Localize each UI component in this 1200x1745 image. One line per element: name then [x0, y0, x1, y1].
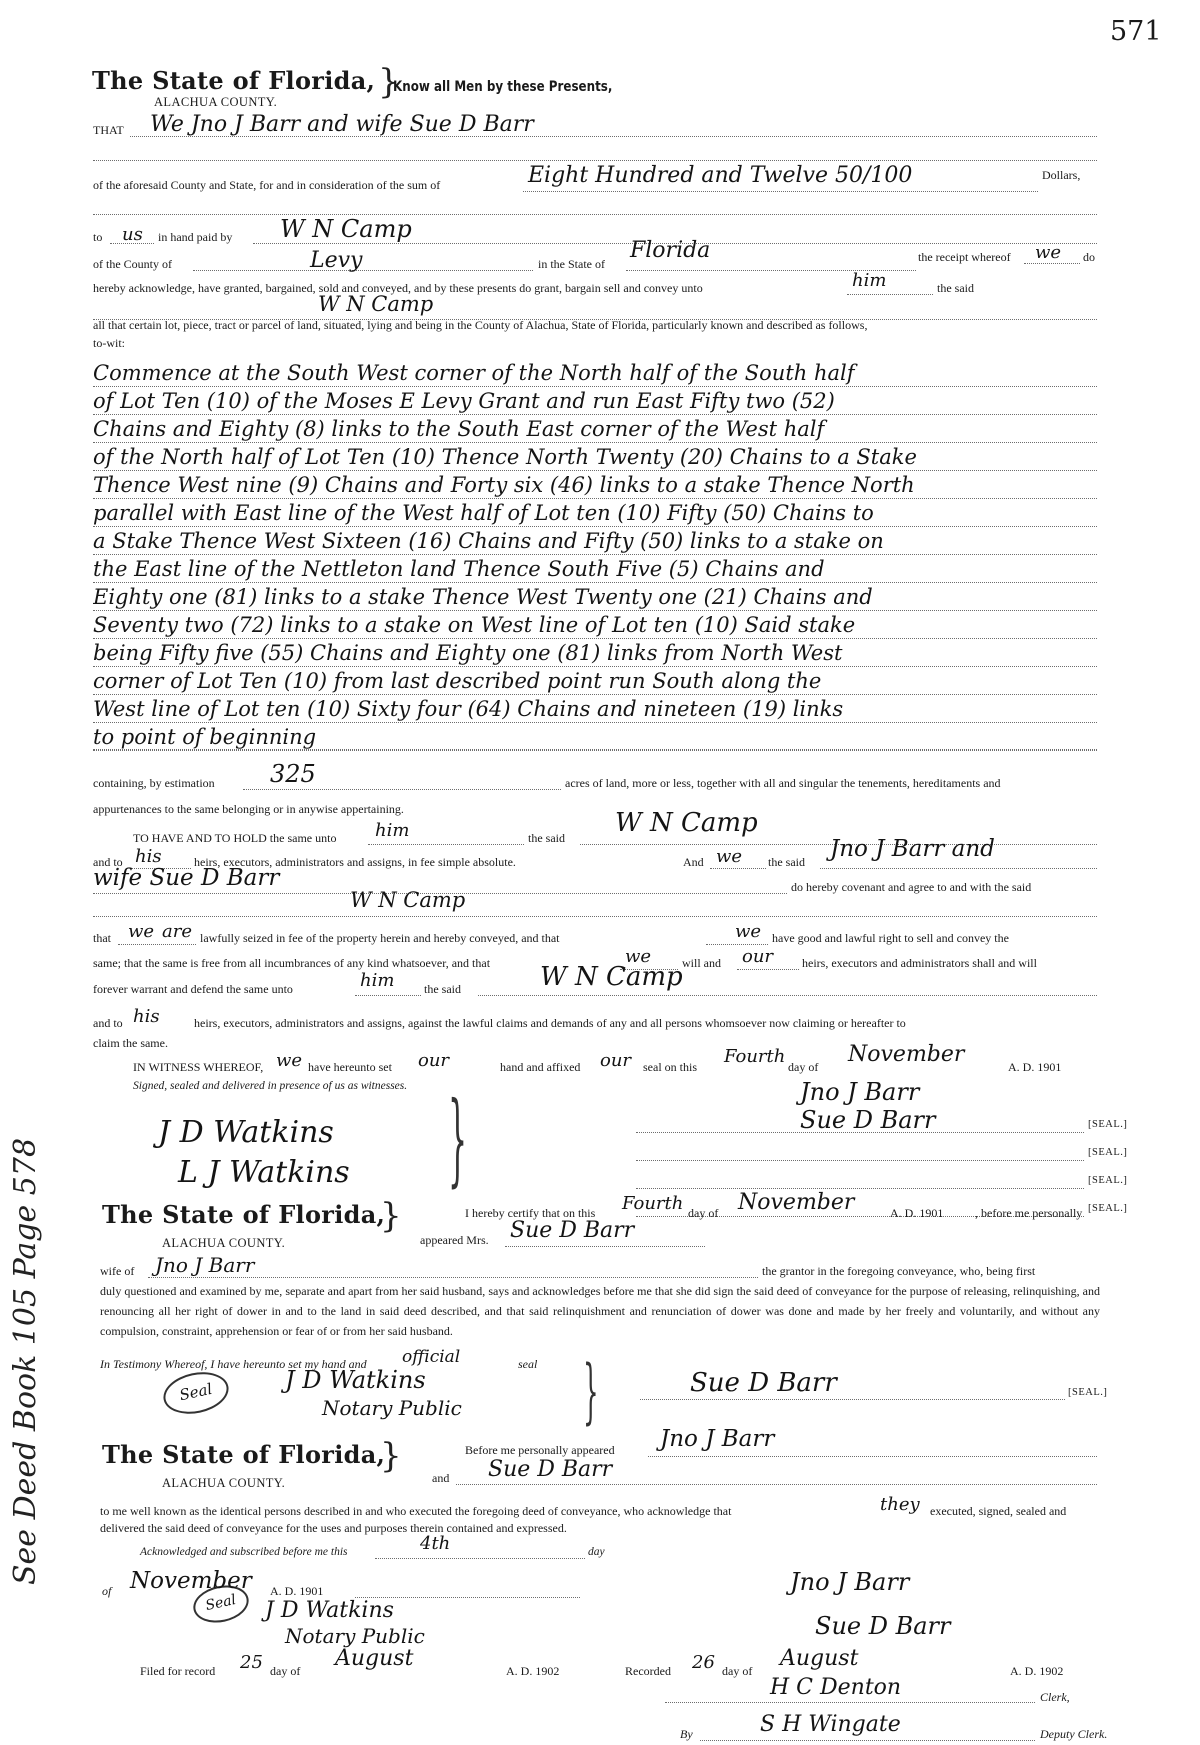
clerk-name: H C Denton: [770, 1675, 902, 1700]
warrant-name: W N Camp: [540, 962, 683, 992]
seized-we: we: [128, 921, 155, 942]
warrant-said: the said: [424, 982, 461, 996]
heirs-and-to: and to: [93, 855, 123, 869]
free-text3: heirs, executors and administrators shall and will: [802, 956, 1037, 970]
seal-label-2: [SEAL.]: [1088, 1147, 1128, 1158]
to-label: to: [93, 230, 103, 244]
cert1-testimony: In Testimony Whereof, I have hereunto set my hand and: [100, 1357, 367, 1371]
recorded-label: Recorded: [625, 1664, 671, 1678]
acknowledge-value: him: [852, 270, 887, 291]
witness-our: our: [418, 1050, 450, 1071]
grantors-value: We Jno J Barr and wife Sue D Barr: [150, 112, 534, 137]
county-of-value: Levy: [310, 248, 363, 273]
that-label: THAT: [93, 123, 124, 137]
page-number: 571: [1110, 16, 1162, 47]
warrant-text: forever warrant and defend the same unto: [93, 982, 293, 996]
seized-text1: lawfully seized in fee of the property herein and hereby conveyed, and that: [200, 931, 560, 945]
cert1-wife-of: wife of: [100, 1264, 135, 1278]
acknowledge-end: the said: [937, 281, 974, 295]
cert2-known-post: executed, signed, sealed and: [930, 1504, 1067, 1518]
covenant-text: do hereby covenant and agree to and with the said: [791, 880, 1032, 894]
notary-seal-stamp: Seal: [160, 1367, 233, 1420]
free-our: our: [742, 946, 774, 967]
containing-label: containing, by estimation: [93, 776, 215, 790]
cert1-brace: }: [380, 1196, 402, 1236]
cert2-brace: }: [380, 1436, 402, 1476]
seized-we2: we: [735, 921, 762, 942]
cert2-ad: A. D. 1901: [270, 1584, 324, 1598]
cert1-ad: A. D. 1901: [890, 1206, 944, 1220]
receipt-end: do: [1083, 250, 1095, 264]
appurtenances: appurtenances to the same belonging or in anywise appertaining.: [93, 802, 404, 816]
recorded-ad: A. D. 1902: [1010, 1664, 1064, 1678]
seal-label-4: [SEAL.]: [1088, 1203, 1128, 1214]
description-line: to point of beginning: [93, 724, 1097, 751]
free-we: we: [625, 946, 652, 967]
cert1-appeared: appeared Mrs.: [420, 1233, 489, 1247]
recorded-day-of: day of: [722, 1664, 753, 1678]
cert2-county: ALACHUA COUNTY.: [162, 1476, 286, 1490]
seal-label-3: [SEAL.]: [1088, 1175, 1128, 1186]
grantor-signature-2: Sue D Barr: [800, 1106, 936, 1134]
consideration-prefix: of the aforesaid County and State, for and in consideration of the sum of: [93, 178, 441, 192]
seized-are: are: [162, 921, 192, 942]
description-line: the East line of the Nettleton land Thence South Five (5) Chains and: [93, 556, 1097, 583]
cert1-seal-word: seal: [518, 1357, 538, 1371]
cert1-body: duly questioned and examined by me, separate and apart from her said husband, says and acknowledges before me that she did sign the said deed of conveyance for the purpose of releasing, relinquishing, and renouncing all her right of dower in and to the land in said deed described, and that said relinquishment and renunciation of dower was done and made by her freely and voluntarily, and without any compulsion, constraint, apprehension or fear of or from her said husband.: [100, 1284, 1100, 1338]
cert1-sig-brace: }: [583, 1350, 599, 1432]
cert2-ack-day: 4th: [420, 1533, 451, 1554]
recorded-day: 26: [692, 1652, 715, 1673]
know-all-men: Know all Men by these Presents,: [393, 79, 613, 95]
witness-t3: seal on this: [643, 1060, 697, 1074]
filed-label: Filed for record: [140, 1664, 216, 1678]
heirs-text: heirs, executors, administrators and assigns, in fee simple absolute.: [194, 855, 516, 869]
seized-that: that: [93, 931, 111, 945]
habendum-name: W N Camp: [615, 808, 758, 838]
seal-label-1: [SEAL.]: [1088, 1119, 1128, 1130]
acreage-value: 325: [270, 760, 316, 788]
cert2-notary-title: Notary Public: [285, 1624, 425, 1648]
witness-note: Signed, sealed and delivered in presence of us as witnesses.: [133, 1080, 408, 1092]
county-heading: ALACHUA COUNTY.: [154, 95, 278, 109]
paid-by-label: in hand paid by: [158, 230, 233, 244]
covenant-names: wife Sue D Barr: [93, 865, 280, 891]
cert2-state-heading: The State of Florida,: [102, 1440, 386, 1469]
cert1-seal-label: [SEAL.]: [1068, 1387, 1108, 1398]
heirs2-pron: his: [133, 1006, 160, 1027]
cert2-of: of: [102, 1584, 112, 1598]
witness-label: IN WITNESS WHEREOF,: [133, 1060, 264, 1074]
habendum-label: TO HAVE AND TO HOLD the same unto: [133, 831, 337, 845]
description-line: Eighty one (81) links to a stake Thence West Twenty one (21) Chains and: [93, 584, 1097, 611]
deputy-label: Deputy Clerk.: [1040, 1727, 1108, 1741]
description-line: corner of Lot Ten (10) from last described point run South along the: [93, 668, 1097, 695]
cert1-certify: I hereby certify that on this: [465, 1206, 596, 1220]
cert2-ack-label: Acknowledged and subscribed before me this: [140, 1546, 348, 1558]
recorded-month: August: [780, 1646, 859, 1671]
acknowledge-text: hereby acknowledge, have granted, bargained, sold and conveyed, and by these presents do grant, bargain sell and convey unto: [93, 281, 703, 295]
filed-month: August: [335, 1646, 414, 1671]
cert2-day-word: day: [588, 1546, 605, 1558]
cert1-state-heading: The State of Florida,: [102, 1200, 386, 1229]
cert2-delivered: delivered the said deed of conveyance for the uses and purposes therein contained and expressed.: [100, 1521, 567, 1535]
witness-t1: have hereunto set: [308, 1060, 392, 1074]
habendum-said: the said: [528, 831, 565, 845]
witness-day: Fourth: [724, 1046, 786, 1067]
witness-we: we: [276, 1050, 303, 1071]
state-heading: The State of Florida,: [92, 66, 376, 95]
containing-suffix: acres of land, more or less, together with all and singular the tenements, hereditaments and: [565, 776, 1001, 790]
witness-month: November: [848, 1042, 965, 1067]
receipt-label: the receipt whereof: [918, 250, 1011, 264]
cert1-month: November: [738, 1190, 855, 1215]
cert2-name-1: Jno J Barr: [660, 1426, 775, 1452]
consideration-amount: Eight Hundred and Twelve 50/100: [528, 163, 913, 188]
deputy-name: S H Wingate: [760, 1712, 901, 1737]
cert1-grantor-text: the grantor in the foregoing conveyance, who, being first: [762, 1264, 1036, 1278]
cert1-signature: Sue D Barr: [690, 1368, 837, 1398]
notary-seal-stamp-2: Seal: [190, 1581, 252, 1628]
cert2-signature-2: Sue D Barr: [815, 1612, 951, 1640]
receipt-value: we: [1035, 242, 1062, 263]
witness-signature-2: L J Watkins: [178, 1155, 350, 1190]
cert1-name: Sue D Barr: [510, 1218, 635, 1243]
land-intro: all that certain lot, piece, tract or parcel of land, situated, lying and being in the County of Alachua, State of Florida, particularly known and described as follows,: [93, 318, 868, 332]
description-line: Chains and Eighty (8) links to the South East corner of the West half: [93, 416, 1097, 443]
claim-the-same: claim the same.: [93, 1036, 168, 1050]
description-line: Seventy two (72) links to a stake on West line of Lot ten (10) Said stake: [93, 612, 1097, 639]
witness-our2: our: [600, 1050, 632, 1071]
description-line: Commence at the South West corner of the North half of the South half: [93, 360, 1097, 387]
header-brace: }: [378, 62, 400, 102]
state-of-value: Florida: [630, 238, 711, 263]
free-text2: will and: [682, 956, 721, 970]
seized-text2: have good and lawful right to sell and convey the: [772, 931, 1009, 945]
cert2-they: they: [880, 1494, 920, 1515]
cert1-county: ALACHUA COUNTY.: [162, 1236, 286, 1250]
margin-note: See Deed Book 105 Page 578: [8, 1137, 43, 1585]
witness-ad: A. D. 1901: [1008, 1060, 1062, 1074]
cert2-and: and: [432, 1471, 450, 1485]
cert1-day-of: day of: [688, 1206, 719, 1220]
witness-t4: day of: [788, 1060, 819, 1074]
filed-day: 25: [240, 1652, 263, 1673]
by-label: By: [680, 1727, 693, 1741]
heirs-names: Jno J Barr and: [830, 836, 995, 862]
filed-ad: A. D. 1902: [506, 1664, 560, 1678]
heirs2-and-to: and to: [93, 1016, 123, 1030]
covenant-name: W N Camp: [350, 888, 466, 912]
to-value: us: [122, 224, 143, 245]
clerk-label: Clerk,: [1040, 1690, 1070, 1704]
description-line: of the North half of Lot Ten (10) Thence North Twenty (20) Chains to a Stake: [93, 444, 1097, 471]
witness-signature-1: J D Watkins: [158, 1115, 334, 1150]
cert1-before: , before me personally: [975, 1206, 1083, 1220]
heirs-we: we: [716, 846, 743, 867]
grantor-signature-1: Jno J Barr: [800, 1078, 920, 1106]
heirs2-text: heirs, executors, administrators and assigns, against the lawful claims and demands of any and all persons whomsoever now claiming or hereafter to: [194, 1016, 906, 1030]
grantee-name: W N Camp: [318, 292, 434, 316]
witness-brace: }: [448, 1080, 468, 1197]
cert1-day: Fourth: [622, 1193, 684, 1214]
cert2-month: November: [130, 1568, 252, 1594]
heirs-pron: his: [135, 846, 162, 867]
dollars-label: Dollars,: [1042, 168, 1081, 182]
cert1-husband: Jno J Barr: [155, 1253, 255, 1277]
description-line: a Stake Thence West Sixteen (16) Chains and Fifty (50) links to a stake on: [93, 528, 1097, 555]
filed-day-of: day of: [270, 1664, 301, 1678]
cert2-known-pre: to me well known as the identical persons described in and who executed the foregoing deed of conveyance, who acknowledge that: [100, 1504, 732, 1518]
witness-t2: hand and affixed: [500, 1060, 581, 1074]
heirs-and: And: [683, 855, 704, 869]
description-line: of Lot Ten (10) of the Moses E Levy Grant and run East Fifty two (52): [93, 388, 1097, 415]
cert1-notary-name: J D Watkins: [285, 1366, 426, 1394]
to-wit: to-wit:: [93, 336, 125, 350]
cert2-signature-1: Jno J Barr: [790, 1568, 910, 1596]
paid-by-value: W N Camp: [280, 215, 412, 243]
cert2-before: Before me personally appeared: [465, 1443, 615, 1457]
heirs-said: the said: [768, 855, 805, 869]
description-line: being Fifty five (55) Chains and Eighty one (81) links from North West: [93, 640, 1097, 667]
free-text1: same; that the same is free from all incumbrances of any kind whatsoever, and that: [93, 956, 491, 970]
habendum-pron: him: [375, 820, 410, 841]
description-line: Thence West nine (9) Chains and Forty six (46) links to a stake Thence North: [93, 472, 1097, 499]
warrant-pron: him: [360, 970, 395, 991]
cert2-notary-name: J D Watkins: [265, 1598, 394, 1623]
cert1-official: official: [402, 1347, 461, 1367]
description-line: parallel with East line of the West half of Lot ten (10) Fifty (50) Chains to: [93, 500, 1097, 527]
county-of-label: of the County of: [93, 257, 172, 271]
cert1-notary-title: Notary Public: [322, 1396, 462, 1420]
description-line: West line of Lot ten (10) Sixty four (64) Chains and nineteen (19) links: [93, 696, 1097, 723]
state-of-label: in the State of: [538, 257, 605, 271]
cert2-name-2: Sue D Barr: [488, 1457, 613, 1482]
